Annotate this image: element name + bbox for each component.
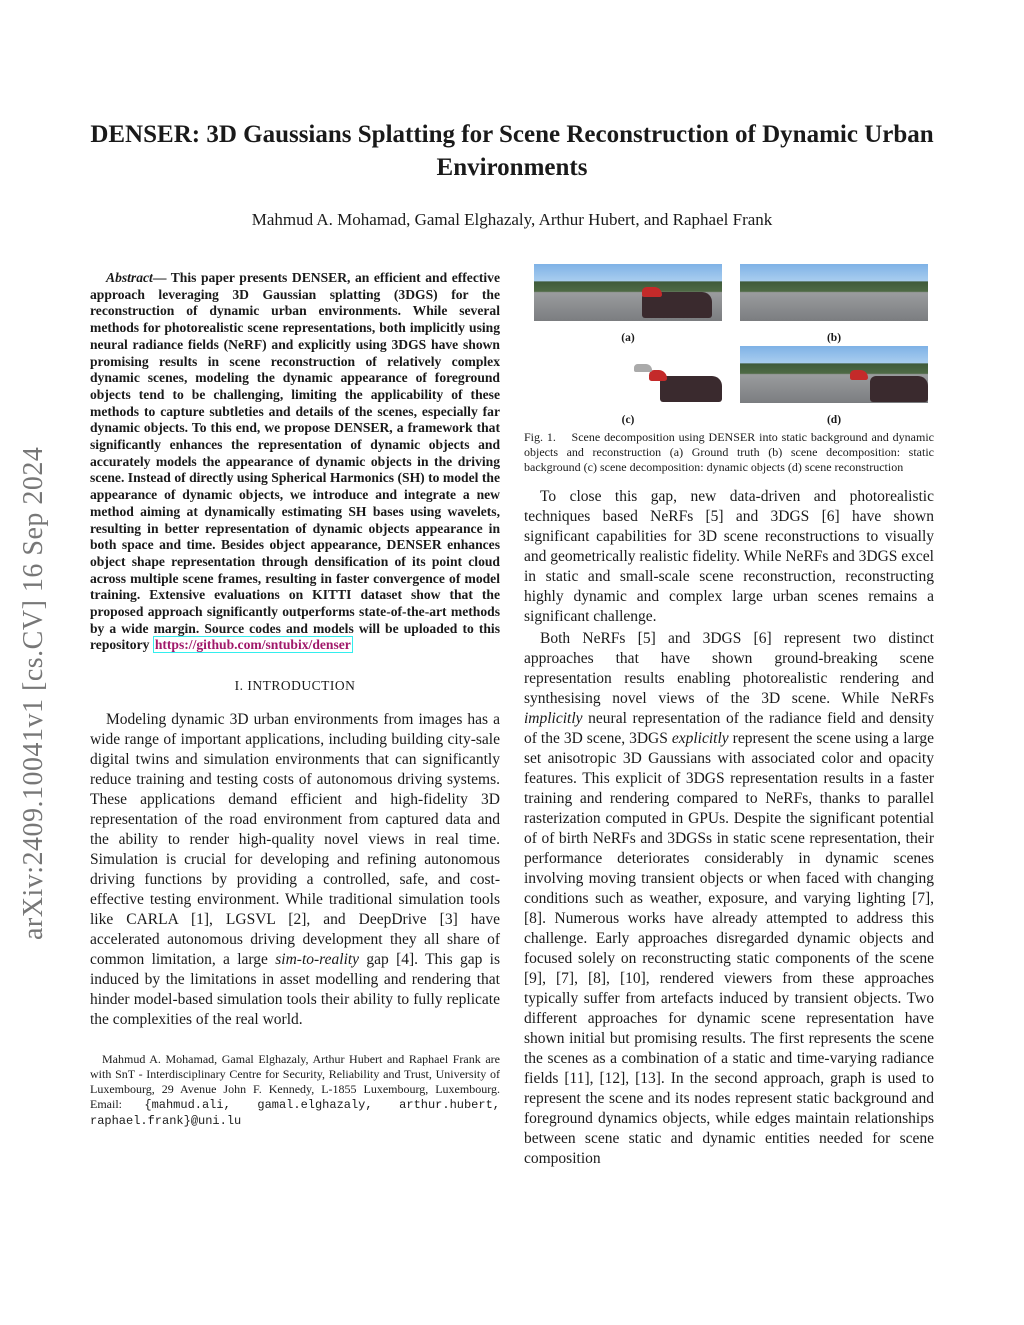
emphasis: implicitly <box>524 710 583 727</box>
paragraph-text: neural representation of the radiance field and density of the 3D scene, 3DGS <box>524 710 934 747</box>
paragraph-text: Both NeRFs [5] and 3DGS [6] represent two distinct approaches that have shown ground-breaking scene representation results enabling photorealistic rendering and synthesising novel views of the 3D scene. While NeRFs <box>524 630 934 707</box>
car <box>870 376 928 402</box>
emphasis: explicitly <box>671 730 729 747</box>
figure-caption <box>524 430 934 475</box>
car <box>649 370 667 381</box>
repository-link[interactable]: https://github.com/sntubix/denser <box>154 637 351 653</box>
left-column <box>90 270 500 1129</box>
author-list: Mahmud A. Mohamad, Gamal Elghazaly, Arthur Hubert, and Raphael Frank <box>251 210 773 229</box>
author-footnote <box>90 1052 500 1129</box>
paper-title: DENSER: 3D Gaussians Splatting for Scene Reconstruction of Dynamic Urban Environments <box>90 121 934 181</box>
footnote-text: Mahmud A. Mohamad, Gamal Elghazaly, Arthur Hubert and Raphael Frank are with SnT - Interdisciplinary Centre for Security, Reliability and Trust, University of Luxembourg, 29 Avenue John F. Kennedy, L-1855 Luxembourg, Luxembourg. Email: <box>90 1052 500 1112</box>
intro-paragraph <box>90 710 500 1030</box>
abstract-label: Abstract <box>106 270 153 285</box>
caption-number: Fig. 1. <box>524 430 556 444</box>
intro-text-end: gap [4]. This gap is induced by the limitations in asset modelling and rendering that hinder model-based simulation tools their ability to fully replicate the complexities of the real world. <box>90 951 500 1029</box>
car <box>660 376 722 402</box>
image-ground-truth <box>534 264 722 321</box>
arxiv-identifier: arXiv:2409.10041v1 [cs.CV] 16 Sep 2024 <box>18 446 49 940</box>
car <box>850 370 868 380</box>
paragraph: To close this gap, new data-driven and photorealistic techniques based NeRFs [5] and 3DGS [6] have shown significant capabilities for 3D scene reconstructions to visually and geometrically realistic fidelity. While NeRFs and 3DGS excel in static and small-scale scene reconstruction, reconstructing highly dynamic and complex large urban scenes remains a significant challenge. <box>524 488 934 625</box>
image-static-background <box>740 264 928 321</box>
subfigure-label: (b) <box>826 332 842 344</box>
car <box>642 287 662 297</box>
intro-emphasis: sim-to-reality <box>275 951 360 969</box>
image-dynamic-objects <box>534 346 722 403</box>
abstract <box>90 270 500 654</box>
section-heading: I. INTRODUCTION <box>234 678 356 694</box>
caption-text: Scene decomposition using DENSER into static background and dynamic objects and reconstruction (a) Ground truth (b) scene decomposition: static background (c) scene decomposition: dynamic objects (d) scene reconstruction <box>524 430 935 474</box>
paragraph <box>524 629 934 1169</box>
intro-text: Modeling dynamic 3D urban environments from images has a wide range of important applications, including building city-sale digital twins and simulation environments that can significantly reduce training and testing costs of autonomous driving systems. These applications demand efficient and high-fidelity 3D representation of the road environment from captured data and the ability to render high-quality novel views in real time. Simulation is crucial for developing and refining autonomous driving functions by providing a controlled, safe, and cost-effective testing environment. While traditional simulation tools like CARLA [1], LGSVL [2], and DeepDrive [3] have accelerated autonomous driving development they all share of common limitation, a large <box>90 711 500 969</box>
introduction <box>90 676 500 1030</box>
subfigure-label: (c) <box>621 414 635 426</box>
image-reconstruction <box>740 346 928 403</box>
footnote-email: {mahmud.ali, gamal.elghazaly, arthur.hubert, raphael.frank}@uni.lu <box>90 1098 500 1129</box>
subfigure-label: (a) <box>621 332 635 344</box>
abstract-text: — This paper presents DENSER, an efficient and effective approach leveraging 3D Gaussian splatting (3DGS) for the reconstruction of dynamic urban environments. While several methods for photorealistic scene representations, both implicitly using neural radiance fields (NeRF) and explicitly using 3DGS have shown promising results in scene reconstruction of relatively complex dynamic scenes, modeling the dynamic appearance of foreground objects tend to be challenging, limiting the applicability of these methods to capture subtleties and details of the scenes, especially far dynamic objects. To this end, we propose DENSER, a framework that significantly enhances the representation of dynamic objects and accurately models the appearance of dynamic objects in the driving scene. Instead of directly using Spherical Harmonics (SH) to model the appearance of dynamic objects, we introduce and integrate a new method aiming at dynamically estimating SH bases using wavelets, resulting in better representation of dynamic objects appearance in both space and time. Besides object appearance, DENSER enhances object shape representation through densification of its point cloud across multiple scene frames, resulting in faster convergence of model training. Extensive evaluations on KITTI dataset show that the proposed approach significantly outperforms state-of-the-art methods by a wide margin. Source codes and models will be uploaded to this repository <box>90 270 500 653</box>
subfigure-label: (d) <box>826 414 842 426</box>
paragraph-text: represent the scene using a large set anisotropic 3D Gaussians with associated color and opacity features. This explicit of 3DGS representation results in a faster training and rendering compared to NeRFs, thanks to parallel rasterization computed in GPUs. Despite the significant potential of of birth NeRFs and 3DGSs in static scene representation, their performance deteriorates considerably in dynamic scenes involving moving transient objects or when faced with changing conditions such as weather, exposure, and varying lighting [7], [8]. Numerous works have already attempted to address this challenge. Early approaches disregarded dynamic objects and focused solely on reconstructing static components of the scene [9], [7], [8], [10], rendered viewers from these approaches typically suffer from artefacts induced by transient objects. Two different approaches for dynamic scene representation have shown initial but promising results. The first represents the scene the scenes as a combination of a static and time-varying radiance fields [11], [12], [13]. In the second approach, graph is used to represent the scene and its nodes represent static background and foreground dynamics objects, while edges maintain relationships between scene static and dynamic entities needed for scene composition <box>524 730 934 1167</box>
right-column <box>524 262 934 1169</box>
figure-1 <box>524 262 934 430</box>
car <box>634 364 652 372</box>
